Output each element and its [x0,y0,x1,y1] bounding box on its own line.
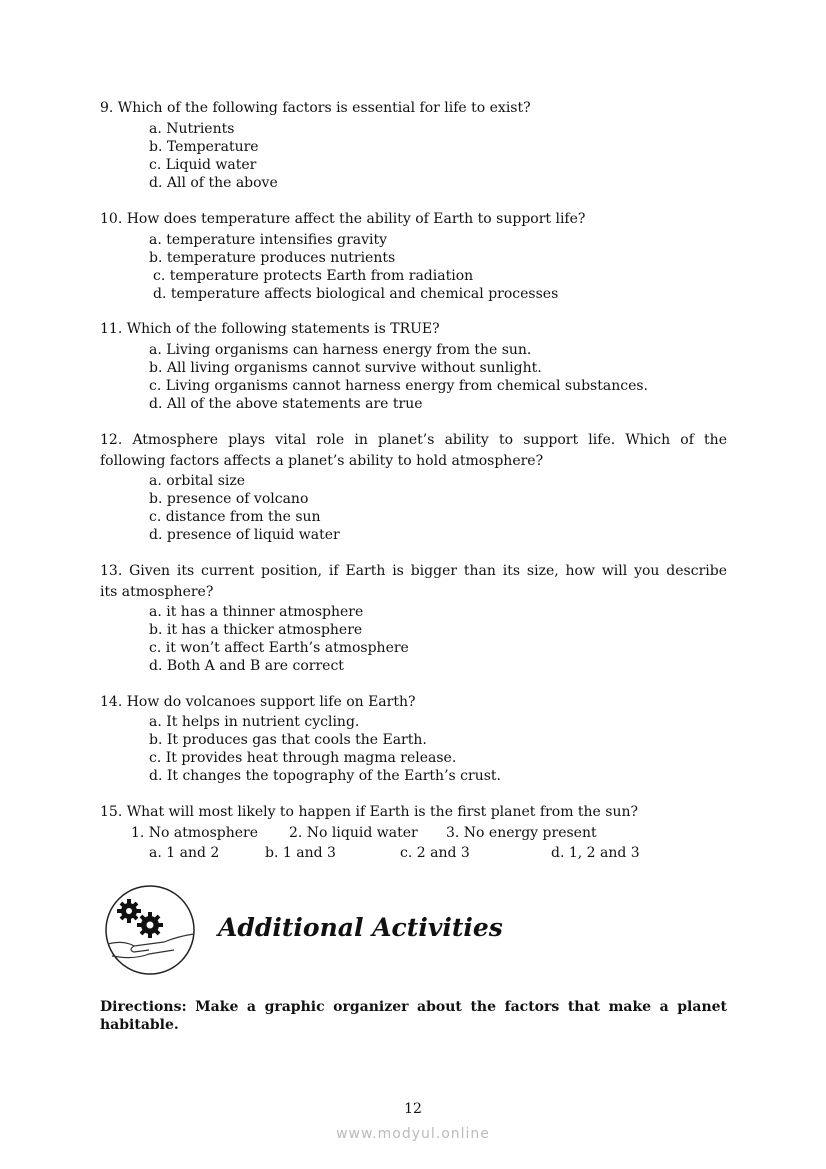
option: b. It produces gas that cools the Earth. [149,732,427,748]
question-stem: 13. Given its current position, if Earth is bigger than its size, how will you describe [100,563,727,579]
option: a. It helps in nutrient cycling. [149,714,360,730]
option: b. it has a thicker atmosphere [149,622,363,638]
option: c. It provides heat through magma release. [149,750,457,766]
question-stem: 12. Atmosphere plays vital role in planet’s ability to support life. Which of the [100,432,727,448]
option: d. presence of liquid water [149,527,340,543]
option: c. temperature protects Earth from radiation [153,268,474,284]
option: c. 2 and 3 [400,845,470,861]
question-stem: 10. How does temperature affect the ability of Earth to support life? [100,211,586,227]
question-stem: 9. Which of the following factors is essential for life to exist? [100,100,531,116]
gears-hand-icon [104,884,196,976]
option: c. Liquid water [149,157,257,173]
option: b. presence of volcano [149,491,309,507]
question-stem-cont: its atmosphere? [100,584,214,600]
question-stem: 11. Which of the following statements is TRUE? [100,321,440,337]
option: c. distance from the sun [149,509,321,525]
page-number: 12 [404,1101,422,1117]
option: d. All of the above [149,175,278,191]
question-stem: 15. What will most likely to happen if Earth is the first planet from the sun? [100,804,639,820]
item: 1. No atmosphere [131,825,259,841]
option: b. Temperature [149,139,259,155]
option: d. 1, 2 and 3 [551,845,640,861]
directions: Directions: Make a graphic organizer about the factors that make a planet habitable. [100,999,727,1033]
option: b. All living organisms cannot survive without sunlight. [149,360,542,376]
option: d. All of the above statements are true [149,396,423,412]
item: 2. No liquid water [289,825,418,841]
section-title: Additional Activities [218,913,503,942]
option: c. Living organisms cannot harness energy from chemical substances. [149,378,648,394]
watermark: www.modyul.online [336,1126,490,1142]
option: c. it won’t affect Earth’s atmosphere [149,640,409,656]
option: d. temperature affects biological and chemical processes [153,286,559,302]
option: a. 1 and 2 [149,845,220,861]
item: 3. No energy present [446,825,597,841]
option: a. Living organisms can harness energy from the sun. [149,342,532,358]
question-stem: 14. How do volcanoes support life on Earth? [100,694,416,710]
option: d. It changes the topography of the Earth’s crust. [149,768,501,784]
question-stem-cont: following factors affects a planet’s ability to hold atmosphere? [100,453,544,469]
option: a. orbital size [149,473,246,489]
option: a. Nutrients [149,121,235,137]
option: a. it has a thinner atmosphere [149,604,364,620]
option: d. Both A and B are correct [149,658,344,674]
option: a. temperature intensifies gravity [149,232,388,248]
option: b. temperature produces nutrients [149,250,396,266]
option: b. 1 and 3 [265,845,336,861]
